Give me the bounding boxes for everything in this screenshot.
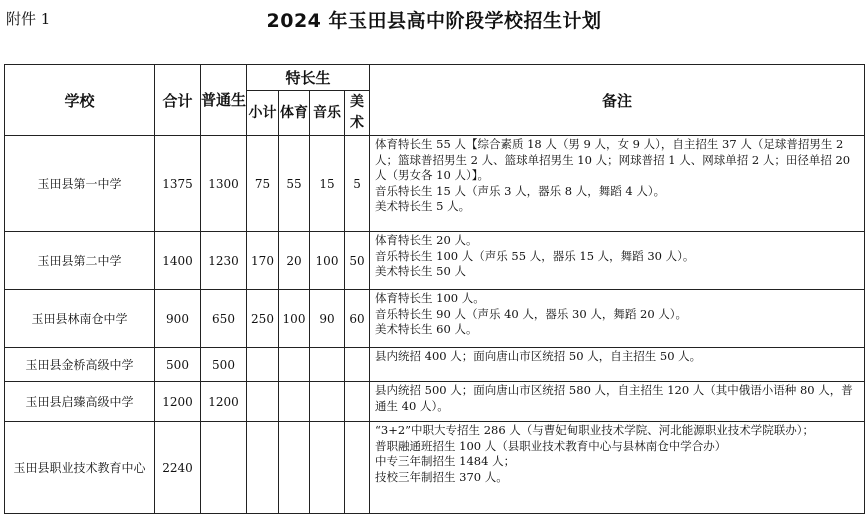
header-school: 学校	[5, 65, 155, 136]
cell-art: 5	[345, 136, 370, 232]
header-subtotal: 小计	[247, 91, 279, 136]
cell-school: 玉田县第二中学	[5, 232, 155, 290]
cell-regular	[201, 422, 247, 514]
cell-sports: 55	[279, 136, 310, 232]
cell-total: 900	[155, 290, 201, 348]
header-art: 美术	[345, 91, 370, 136]
table-row	[5, 422, 865, 514]
cell-art	[345, 382, 370, 422]
cell-remarks	[370, 382, 865, 422]
remark-line: 县内统招 500 人；面向唐山市区统招 580 人，自主招生 120 人（其中俄语小语种 80 人，普通生 40 人）。	[375, 383, 853, 413]
cell-remarks	[370, 290, 865, 348]
cell-sub-total: 170	[247, 232, 279, 290]
remark-line: 体育特长生 20 人。	[375, 233, 478, 247]
header-total: 合计	[155, 65, 201, 136]
header-special: 特长生	[247, 65, 370, 91]
table-row	[5, 136, 865, 232]
remark-line: “3+2”中职大专招生 286 人（与曹妃甸职业技术学院、河北能源职业技术学院联办）；	[375, 423, 815, 437]
cell-regular: 1200	[201, 382, 247, 422]
cell-sub-total	[247, 382, 279, 422]
cell-remarks	[370, 232, 865, 290]
remark-line: 体育特长生 100 人。	[375, 291, 485, 305]
cell-sub-total: 75	[247, 136, 279, 232]
cell-sports: 20	[279, 232, 310, 290]
cell-sports	[279, 422, 310, 514]
cell-sports: 100	[279, 290, 310, 348]
cell-sub-total: 250	[247, 290, 279, 348]
cell-regular: 650	[201, 290, 247, 348]
cell-remarks	[370, 422, 865, 514]
table-row	[5, 348, 865, 382]
cell-school: 玉田县职业技术教育中心	[5, 422, 155, 514]
remark-line: 音乐特长生 15 人（声乐 3 人，器乐 8 人，舞蹈 4 人）。	[375, 183, 666, 198]
remark-line: 体育特长生 55 人【综合素质 18 人（男 9 人，女 9 人），自主招生 37 人（足球普招男生 2 人；篮球普招男生 2 人、篮球单招男生 10 人；网球普招 1 人、网球单招 2 人；田径单招 20 人（男女各 10 人）】。	[375, 137, 851, 182]
cell-art	[345, 348, 370, 382]
cell-sub-total	[247, 422, 279, 514]
cell-music	[310, 348, 345, 382]
cell-regular: 1230	[201, 232, 247, 290]
cell-remarks	[370, 348, 865, 382]
cell-music	[310, 382, 345, 422]
header-regular: 普通生	[201, 65, 247, 136]
header-sports: 体育	[279, 91, 310, 136]
cell-art: 50	[345, 232, 370, 290]
remark-line: 音乐特长生 90 人（声乐 40 人，器乐 30 人，舞蹈 20 人）。	[375, 306, 688, 321]
header-remarks: 备注	[370, 65, 865, 136]
cell-remarks	[370, 136, 865, 232]
cell-total: 1200	[155, 382, 201, 422]
cell-school: 玉田县林南仓中学	[5, 290, 155, 348]
table-row	[5, 290, 865, 348]
remark-line: 县内统招 400 人；面向唐山市区统招 50 人，自主招生 50 人。	[375, 349, 702, 363]
page-title: 2024 年玉田县高中阶段学校招生计划	[266, 10, 602, 32]
cell-school: 玉田县启臻高级中学	[5, 382, 155, 422]
cell-total: 1400	[155, 232, 201, 290]
annex-label: 附件 1	[6, 10, 51, 28]
cell-sub-total	[247, 348, 279, 382]
cell-sports	[279, 348, 310, 382]
remark-line: 普职融通班招生 100 人（县职业技术教育中心与县林南仓中学合办）	[375, 438, 727, 453]
table-row	[5, 382, 865, 422]
cell-total: 1375	[155, 136, 201, 232]
remark-line: 美术特长生 60 人。	[375, 322, 478, 336]
cell-music: 100	[310, 232, 345, 290]
cell-total: 500	[155, 348, 201, 382]
cell-sports	[279, 382, 310, 422]
remark-line: 美术特长生 50 人	[375, 264, 466, 278]
cell-music: 15	[310, 136, 345, 232]
header-music: 音乐	[310, 91, 345, 136]
cell-regular: 1300	[201, 136, 247, 232]
cell-music	[310, 422, 345, 514]
cell-total: 2240	[155, 422, 201, 514]
cell-school: 玉田县第一中学	[5, 136, 155, 232]
cell-regular: 500	[201, 348, 247, 382]
remark-line: 音乐特长生 100 人（声乐 55 人，器乐 15 人，舞蹈 30 人）。	[375, 248, 695, 263]
cell-music: 90	[310, 290, 345, 348]
table-row	[5, 232, 865, 290]
cell-art	[345, 422, 370, 514]
cell-art: 60	[345, 290, 370, 348]
enrollment-plan-table	[4, 64, 865, 514]
remark-line: 中专三年制招生 1484 人；	[375, 454, 516, 468]
remark-line: 技校三年制招生 370 人。	[375, 469, 508, 484]
remark-line: 美术特长生 5 人。	[375, 199, 471, 213]
cell-school: 玉田县金桥高级中学	[5, 348, 155, 382]
